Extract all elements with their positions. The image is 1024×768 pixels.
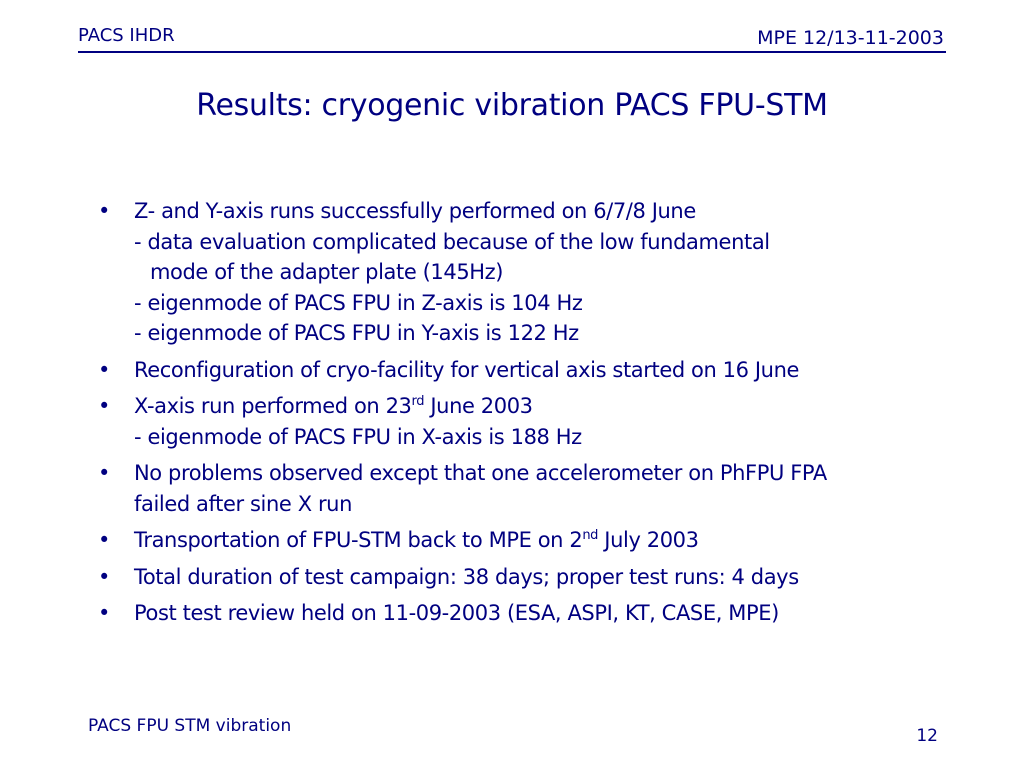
- bullet-icon: •: [98, 528, 110, 552]
- bullet-icon: •: [98, 461, 110, 485]
- bullet-item: [96, 391, 946, 452]
- bullet-item: [96, 355, 946, 386]
- bullet-item: [96, 525, 946, 556]
- bullet-icon: •: [98, 199, 110, 223]
- bullet-icon: •: [98, 394, 110, 418]
- bullet-subtext: - eigenmode of PACS FPU in X-axis is 188 Hz: [134, 424, 582, 449]
- bullet-text: [134, 391, 946, 422]
- bullet-text: Reconfiguration of cryo-facility for vertical axis started on 16 June: [134, 357, 800, 382]
- bullet-text-rest: June 2003: [424, 394, 533, 418]
- bullet-subtext: - eigenmode of PACS FPU in Z-axis is 104 Hz: [134, 290, 583, 315]
- bullet-text-continued: failed after sine X run: [134, 491, 353, 516]
- bullet-text: Post test review held on 11-09-2003 (ESA, ASPI, KT, CASE, MPE): [134, 601, 779, 625]
- bullet-text: No problems observed except that one accelerometer on PhFPU FPA: [134, 461, 827, 485]
- bullet-text-main: Transportation of FPU-STM back to MPE on 2: [134, 528, 583, 552]
- bullet-icon: •: [98, 357, 110, 382]
- bullet-subtext: - eigenmode of PACS FPU in Y-axis is 122 Hz: [134, 321, 579, 345]
- header-left-label: PACS IHDR: [78, 25, 175, 46]
- bullet-item: [96, 458, 946, 519]
- header-right-label: MPE 12/13-11-2003: [757, 27, 944, 49]
- bullet-item: [96, 562, 946, 593]
- bullet-text: [134, 525, 946, 556]
- header-divider: [78, 51, 946, 53]
- ordinal-suffix: rd: [411, 394, 425, 409]
- slide-title: Results: cryogenic vibration PACS FPU-STM: [196, 88, 828, 123]
- bullet-item: [96, 598, 946, 629]
- bullet-text: Total duration of test campaign: 38 days; proper test runs: 4 days: [134, 564, 799, 589]
- bullet-text: Z- and Y-axis runs successfully performed on 6/7/8 June: [134, 199, 696, 223]
- bullet-subtext: - data evaluation complicated because of the low fundamental: [134, 229, 770, 254]
- bullet-text-main: X-axis run performed on 23: [134, 394, 412, 418]
- bullet-text-rest: July 2003: [598, 528, 699, 552]
- bullet-icon: •: [98, 564, 110, 589]
- footer-left-label: PACS FPU STM vibration: [88, 716, 292, 736]
- ordinal-suffix: nd: [582, 528, 599, 543]
- bullet-subtext: mode of the adapter plate (145Hz): [150, 260, 504, 284]
- bullet-list: [96, 196, 946, 635]
- bullet-icon: •: [98, 601, 110, 625]
- bullet-item: [96, 196, 946, 349]
- page-number: 12: [916, 726, 938, 746]
